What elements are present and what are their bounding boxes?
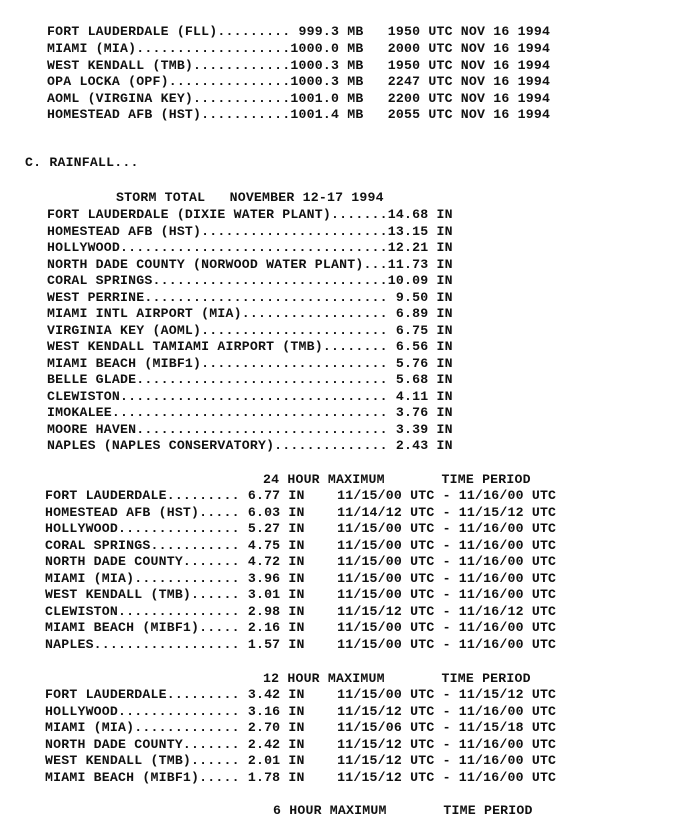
h24-row: MIAMI BEACH (MIBF1)..... 2.16 IN 11/15/00 UTC - 11/16/00 UTC <box>45 620 557 635</box>
h24-row: MIAMI (MIA)............. 3.96 IN 11/15/00 UTC - 11/16/00 UTC <box>45 571 557 586</box>
h12-row: MIAMI (MIA)............. 2.70 IN 11/15/06 UTC - 11/15/18 UTC <box>45 720 557 735</box>
storm-total-row: HOMESTEAD AFB (HST).......................13.15 IN <box>47 224 453 239</box>
h24-row: HOMESTEAD AFB (HST)..... 6.03 IN 11/14/12 UTC - 11/15/12 UTC <box>45 505 557 520</box>
storm-total-row: CORAL SPRINGS.............................10.09 IN <box>47 273 453 288</box>
pressure-row: WEST KENDALL (TMB)............1000.3 MB 1950 UTC NOV 16 1994 <box>47 58 551 73</box>
h24-row: HOLLYWOOD............... 5.27 IN 11/15/00 UTC - 11/16/00 UTC <box>45 521 557 536</box>
h24-row: NAPLES.................. 1.57 IN 11/15/00 UTC - 11/16/00 UTC <box>45 637 557 652</box>
h12-row: HOLLYWOOD............... 3.16 IN 11/15/12 UTC - 11/16/00 UTC <box>45 704 557 719</box>
storm-total-row: MOORE HAVEN............................... 3.39 IN <box>47 422 453 437</box>
h12-row: WEST KENDALL (TMB)...... 2.01 IN 11/15/12 UTC - 11/16/00 UTC <box>45 753 557 768</box>
h24-row: FORT LAUDERDALE......... 6.77 IN 11/15/00 UTC - 11/16/00 UTC <box>45 488 557 503</box>
h12-row: FORT LAUDERDALE......... 3.42 IN 11/15/00 UTC - 11/15/12 UTC <box>45 687 557 702</box>
pressure-row: FORT LAUDERDALE (FLL)......... 999.3 MB 1950 UTC NOV 16 1994 <box>47 24 551 39</box>
pressure-row: AOML (VIRGINA KEY)............1001.0 MB 2200 UTC NOV 16 1994 <box>47 91 551 106</box>
storm-total-row: BELLE GLADE............................... 5.68 IN <box>47 372 453 387</box>
storm-total-row: HOLLYWOOD.................................12.21 IN <box>47 240 453 255</box>
h24-row: NORTH DADE COUNTY....... 4.72 IN 11/15/00 UTC - 11/16/00 UTC <box>45 554 557 569</box>
h24-row: CORAL SPRINGS........... 4.75 IN 11/15/00 UTC - 11/16/00 UTC <box>45 538 557 553</box>
storm-total-row: WEST PERRINE.............................. 9.50 IN <box>47 290 453 305</box>
storm-total-row: WEST KENDALL TAMIAMI AIRPORT (TMB)........ 6.56 IN <box>47 339 453 354</box>
h12-row: MIAMI BEACH (MIBF1)..... 1.78 IN 11/15/12 UTC - 11/16/00 UTC <box>45 770 557 785</box>
section-heading-rainfall: C. RAINFALL... <box>25 155 139 170</box>
storm-total-row: VIRGINIA KEY (AOML)....................... 6.75 IN <box>47 323 453 338</box>
storm-total-row: FORT LAUDERDALE (DIXIE WATER PLANT).......14.68 IN <box>47 207 453 222</box>
pressure-row: MIAMI (MIA)...................1000.0 MB 2000 UTC NOV 16 1994 <box>47 41 551 56</box>
storm-total-header: STORM TOTAL NOVEMBER 12-17 1994 <box>116 190 384 205</box>
storm-total-row: NAPLES (NAPLES CONSERVATORY).............. 2.43 IN <box>47 438 453 453</box>
storm-total-row: MIAMI BEACH (MIBF1)....................... 5.76 IN <box>47 356 453 371</box>
h24-row: WEST KENDALL (TMB)...... 3.01 IN 11/15/00 UTC - 11/16/00 UTC <box>45 587 557 602</box>
storm-total-row: MIAMI INTL AIRPORT (MIA).................. 6.89 IN <box>47 306 453 321</box>
h24-header: 24 HOUR MAXIMUM TIME PERIOD <box>263 472 531 487</box>
storm-total-row: IMOKALEE.................................. 3.76 IN <box>47 405 453 420</box>
h24-row: CLEWISTON............... 2.98 IN 11/15/12 UTC - 11/16/12 UTC <box>45 604 557 619</box>
h6-header: 6 HOUR MAXIMUM TIME PERIOD <box>273 803 533 818</box>
storm-total-row: NORTH DADE COUNTY (NORWOOD WATER PLANT)...11.73 IN <box>47 257 453 272</box>
h12-header: 12 HOUR MAXIMUM TIME PERIOD <box>263 671 531 686</box>
pressure-row: OPA LOCKA (OPF)...............1000.3 MB 2247 UTC NOV 16 1994 <box>47 74 551 89</box>
pressure-row: HOMESTEAD AFB (HST)...........1001.4 MB 2055 UTC NOV 16 1994 <box>47 107 551 122</box>
h12-row: NORTH DADE COUNTY....... 2.42 IN 11/15/12 UTC - 11/16/00 UTC <box>45 737 557 752</box>
storm-total-row: CLEWISTON................................. 4.11 IN <box>47 389 453 404</box>
